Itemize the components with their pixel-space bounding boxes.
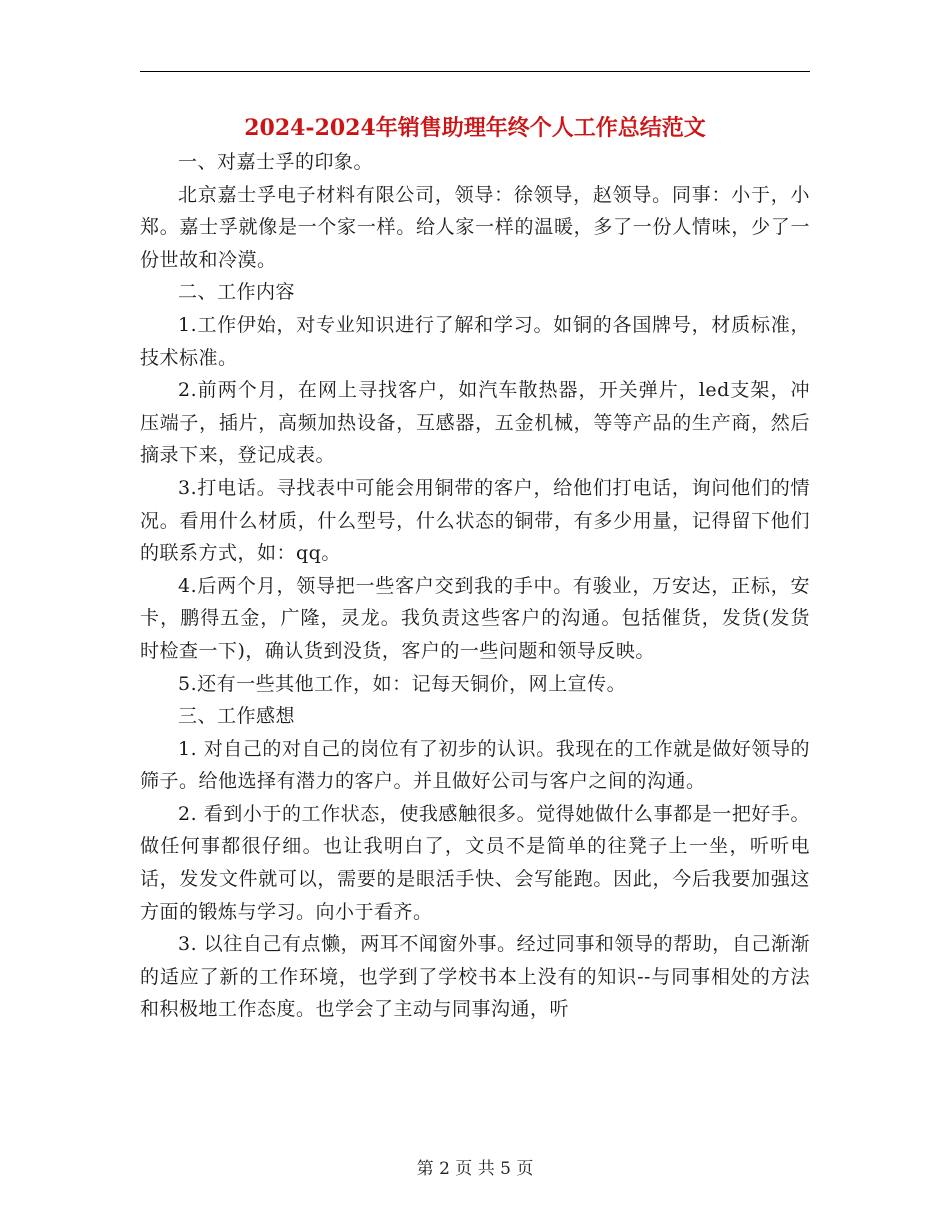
page-number-footer: 第 2 页 共 5 页	[416, 1159, 534, 1179]
section-heading-reflections: 三、工作感想	[178, 705, 296, 728]
section-heading-impression: 一、对嘉士孚的印象。	[178, 151, 374, 173]
paragraph-item-2: 2.前两个月，在网上寻找客户，如汽车散热器，开关弹片，led支架，冲压端子，插片，高频加热设备，互感器，五金机械，等等产品的生产商，然后摘录下来，登记成表。	[140, 379, 810, 467]
paragraph-item-3: 3.打电话。寻找表中可能会用铜带的客户，给他们打电话，询问他们的情况。看用什么材质，什么型号，什么状态的铜带，有多少用量，记得留下他们的联系方式，如：qq。	[140, 476, 810, 565]
paragraph-reflection-3: 3. 以往自己有点懒，两耳不闻窗外事。经过同事和领导的帮助，自己渐渐的适应了新的工作环境，也学到了学校书本上没有的知识--与同事相处的方法和积极地工作态度。也学会了主动与同事沟通，听	[140, 933, 810, 1021]
paragraph-reflection-1: 1. 对自己的对自己的岗位有了初步的认识。我现在的工作就是做好领导的筛子。给他选择有潜力的客户。并且做好公司与客户之间的沟通。	[140, 737, 810, 793]
document-title: 2024-2024年销售助理年终个人工作总结范文	[244, 115, 706, 141]
paragraph-item-5: 5.还有一些其他工作，如：记每天铜价，网上宣传。	[178, 672, 627, 695]
paragraph-reflection-2: 2. 看到小于的工作状态，使我感触很多。觉得她做什么事都是一把好手。做任何事都很仔细。也让我明白了，文员不是简单的往凳子上一坐，听听电话，发发文件就可以，需要的是眼活手快、会写能跑。因此，今后我要加强这方面的锻炼与学习。向小于看齐。	[140, 802, 810, 923]
paragraph-item-4: 4.后两个月，领导把一些客户交到我的手中。有骏业，万安达，正标，安卡，鹏得五金，广隆，灵龙。我负责这些客户的沟通。包括催货，发货(发货时检查一下)，确认货到没货，客户的一些问题和领导反映。	[140, 574, 810, 662]
header-rule	[140, 71, 810, 72]
section-heading-work-content: 二、工作内容	[178, 281, 296, 304]
paragraph-company-intro: 北京嘉士孚电子材料有限公司，领导：徐领导，赵领导。同事：小于，小郑。嘉士孚就像是一个家一样。给人家一样的温暖，多了一份人情味，少了一份世故和冷漠。	[140, 183, 810, 271]
paragraph-item-1: 1.工作伊始，对专业知识进行了解和学习。如铜的各国牌号，材质标准，技术标准。	[140, 313, 810, 369]
document-body	[140, 146, 810, 1026]
